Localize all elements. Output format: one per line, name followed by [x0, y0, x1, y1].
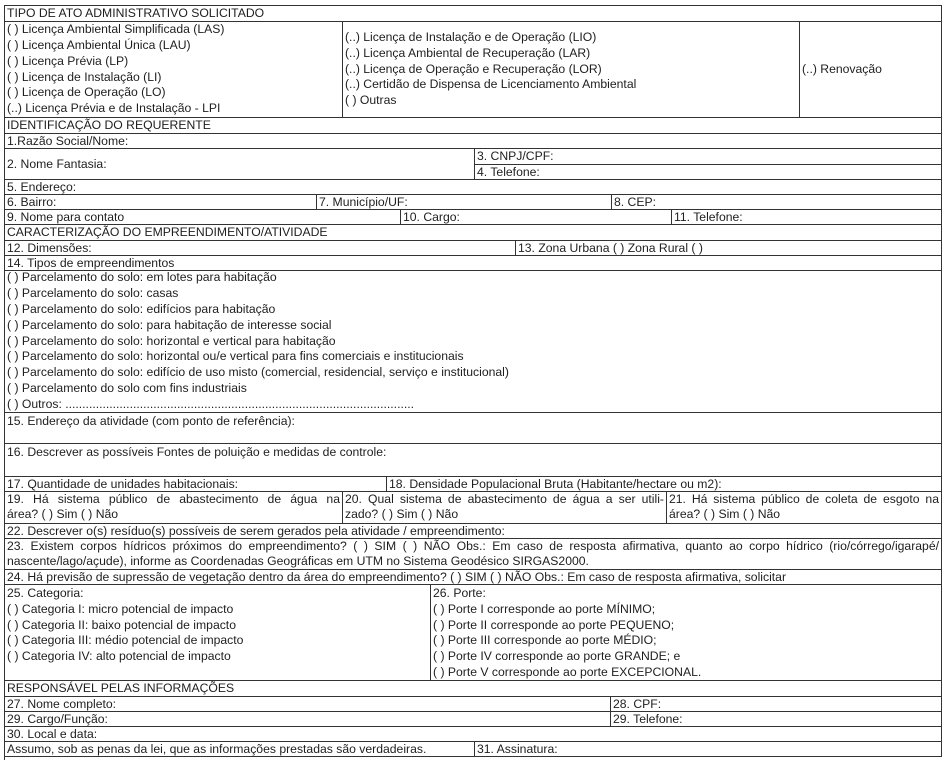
- field-zona[interactable]: 13. Zona Urbana ( ) Zona Rural ( ): [516, 241, 942, 255]
- field-21-line-1: 21. Há sistema público de coleta de esgoto na: [669, 492, 939, 506]
- type-option[interactable]: ( ) Parcelamento do solo: para habitação de interesse social: [7, 317, 332, 332]
- field-nome-completo[interactable]: 27. Nome completo:: [5, 697, 611, 711]
- field-19-line-1: 19. Há sistema público de abastecimento de água na: [7, 492, 340, 506]
- section-title-characterization: CARACTERIZAÇÃO DO EMPREENDIMENTO/ATIVIDADE: [5, 225, 942, 240]
- declaration-text: Assumo, sob as penas da lei, que as informações prestadas são verdadeiras.: [5, 742, 475, 756]
- category-option[interactable]: ( ) Categoria III: médio potencial de impacto: [7, 633, 244, 648]
- field-telefone-requerente[interactable]: 4. Telefone:: [477, 165, 540, 179]
- option-li[interactable]: ( ) Licença de Instalação (LI): [7, 69, 162, 84]
- type-option-outros[interactable]: ( ) Outros: .......................................................................................................: [7, 396, 415, 411]
- type-option[interactable]: ( ) Parcelamento do solo: horizontal e vertical para habitação: [7, 333, 336, 348]
- categoria-label: 25. Categoria:: [7, 586, 84, 600]
- field-nome-contato[interactable]: 9. Nome para contato: [5, 210, 401, 224]
- field-20-line-2: zado? ( ) Sim ( ) Não: [345, 507, 459, 521]
- field-assinatura[interactable]: 31. Assinatura:: [475, 742, 942, 756]
- field-row: [5, 570, 942, 585]
- field-19-line-2: área? ( ) Sim ( ) Não: [7, 507, 119, 521]
- field-23-line-2: nascente/lago/açude), informe as Coordenadas Geográficas em UTM no Sistema Geodésico SIRGAS2000.: [7, 554, 589, 568]
- field-split: [475, 149, 942, 179]
- field-tipos-empreendimentos: 14. Tipos de empreendimentos: [5, 256, 942, 270]
- field-fontes-poluicao[interactable]: 16. Descrever as possíveis Fontes de poluição e medidas de controle:: [5, 444, 942, 476]
- type-option[interactable]: ( ) Parcelamento do solo: em lotes para habitação: [7, 271, 277, 285]
- field-coleta-esgoto[interactable]: [667, 492, 942, 523]
- section-title-requester: IDENTIFICAÇÃO DO REQUERENTE: [5, 118, 942, 133]
- act-type-col-2: [343, 22, 800, 117]
- field-21-line-2: área? ( ) Sim ( ) Não: [669, 507, 781, 521]
- field-bairro[interactable]: 6. Bairro:: [5, 195, 317, 209]
- licensing-form: [4, 5, 942, 760]
- type-option[interactable]: ( ) Parcelamento do solo: casas: [7, 286, 179, 301]
- field-municipio-uf[interactable]: 7. Município/UF:: [317, 195, 612, 209]
- field-row: [5, 727, 942, 742]
- field-row: [5, 539, 942, 570]
- field-row: [5, 195, 942, 210]
- field-row: [5, 492, 942, 524]
- option-lp[interactable]: ( ) Licença Prévia (LP): [7, 53, 129, 68]
- section-title-row: [5, 225, 942, 241]
- field-cargo[interactable]: 10. Cargo:: [401, 210, 672, 224]
- field-row: [5, 444, 942, 477]
- field-endereco-atividade[interactable]: 15. Endereço da atividade (com ponto de referência):: [5, 413, 942, 443]
- option-dispensa[interactable]: (..) Certidão de Dispensa de Licenciamento Ambiental: [345, 77, 637, 92]
- field-cep[interactable]: 8. CEP:: [612, 195, 942, 209]
- porte-option[interactable]: ( ) Porte III corresponde ao porte MÉDIO;: [433, 633, 657, 648]
- field-20-line-1: 20. Qual sistema de abastecimento de água a ser utili-: [345, 492, 664, 506]
- option-las[interactable]: ( ) Licença Ambiental Simplificada (LAS): [7, 22, 225, 37]
- field-corpos-hidricos[interactable]: [5, 539, 942, 569]
- porte-option[interactable]: ( ) Porte IV corresponde ao porte GRANDE; e: [433, 649, 681, 664]
- field-residuos[interactable]: 22. Descrever o(s) resíduo(s) possíveis de serem gerados pela atividade / empreendimento:: [5, 524, 942, 538]
- type-option[interactable]: ( ) Parcelamento do solo: horizontal ou/e vertical para fins comerciais e institucionais: [7, 349, 464, 364]
- porte-option[interactable]: ( ) Porte I corresponde ao porte MÍNIMO;: [433, 601, 656, 616]
- field-row: [5, 241, 942, 256]
- field-telefone-responsavel[interactable]: 29. Telefone:: [611, 712, 942, 726]
- field-local-data[interactable]: 30. Local e data:: [5, 727, 942, 741]
- category-option[interactable]: ( ) Categoria IV: alto potencial de impacto: [7, 649, 231, 664]
- type-option[interactable]: ( ) Parcelamento do solo com fins industriais: [7, 381, 247, 395]
- field-row: [5, 180, 942, 195]
- field-cargo-funcao[interactable]: 29. Cargo/Função:: [5, 712, 611, 726]
- field-unidades-habitacionais[interactable]: 17. Quantidade de unidades habitacionais:: [5, 477, 387, 491]
- option-lo[interactable]: ( ) Licença de Operação (LO): [7, 85, 166, 100]
- field-endereco[interactable]: 5. Endereço:: [5, 180, 942, 194]
- section-title-row: [5, 6, 942, 22]
- field-abastecimento-agua[interactable]: [5, 492, 343, 523]
- field-row: [5, 256, 942, 271]
- field-row: [5, 477, 942, 492]
- act-type-options-row: [5, 22, 942, 118]
- category-option[interactable]: ( ) Categoria I: micro potencial de impacto: [7, 601, 234, 616]
- porte-option[interactable]: ( ) Porte V corresponde ao porte EXCEPCIONAL.: [433, 664, 702, 679]
- field-sistema-abastecimento[interactable]: [343, 492, 667, 523]
- field-row: [5, 742, 942, 757]
- option-lar[interactable]: (..) Licença Ambiental de Recuperação (LAR): [345, 45, 591, 60]
- section-title-act-type: TIPO DE ATO ADMINISTRATIVO SOLICITADO: [5, 6, 942, 21]
- option-lau[interactable]: ( ) Licença Ambiental Única (LAU): [7, 37, 191, 52]
- type-option[interactable]: ( ) Parcelamento do solo: edifícios para habitação: [7, 302, 276, 317]
- category-size-row: [5, 585, 942, 681]
- option-outras[interactable]: ( ) Outras: [345, 93, 397, 108]
- field-23-line-1: 23. Existem corpos hídricos próximos do empreendimento? ( ) SIM ( ) NÃO Obs.: Em caso de resposta afirmativa, quanto ao corpo hídrico (rio/córrego/igarapé/: [7, 539, 939, 553]
- field-dimensoes[interactable]: 12. Dimensões:: [5, 241, 516, 255]
- section-title-row: [5, 118, 942, 134]
- option-lor[interactable]: (..) Licença de Operação e Recuperação (LOR): [345, 61, 602, 76]
- field-categoria: [5, 585, 431, 680]
- field-densidade-populacional[interactable]: 18. Densidade Populacional Bruta (Habitante/hectare ou m2):: [387, 477, 942, 491]
- field-cnpj-cpf[interactable]: 3. CNPJ/CPF:: [475, 149, 941, 165]
- section-title-responsible: RESPONSÁVEL PELAS INFORMAÇÕES: [5, 681, 942, 696]
- porte-label: 26. Porte:: [433, 586, 486, 600]
- field-porte: [431, 585, 942, 680]
- field-supressao-vegetacao[interactable]: 24. Há previsão de supressão de vegetação dentro da área do empreendimento? ( ) SIM ( ) NÃO Obs.: Em caso de resposta afirmativa, solicitar: [5, 570, 942, 584]
- section-title-row: [5, 681, 942, 697]
- field-row: [5, 149, 942, 180]
- field-row: [5, 413, 942, 444]
- field-cpf[interactable]: 28. CPF:: [611, 697, 942, 711]
- field-row: [5, 210, 942, 225]
- act-type-col-1: [5, 22, 343, 117]
- type-option[interactable]: ( ) Parcelamento do solo: edifício de uso misto (comercial, residencial, serviço e institucional): [7, 365, 509, 380]
- option-lpi[interactable]: (..) Licença Prévia e de Instalação - LPI: [7, 101, 221, 116]
- category-option[interactable]: ( ) Categoria II: baixo potencial de impacto: [7, 617, 236, 632]
- field-razao-social[interactable]: 1.Razão Social/Nome:: [5, 134, 942, 148]
- field-nome-fantasia[interactable]: 2. Nome Fantasia:: [5, 149, 475, 179]
- field-row: [5, 712, 942, 727]
- field-telefone-contato[interactable]: 11. Telefone:: [672, 210, 942, 224]
- field-row: [5, 134, 942, 149]
- porte-option[interactable]: ( ) Porte II corresponde ao porte PEQUENO;: [433, 617, 675, 632]
- option-renovacao[interactable]: (..) Renovação: [800, 22, 942, 117]
- option-lio[interactable]: (..) Licença de Instalação e de Operação (LIO): [345, 30, 597, 44]
- field-row: [5, 697, 942, 712]
- types-list: [5, 271, 942, 412]
- types-list-row: [5, 271, 942, 413]
- field-row: [5, 524, 942, 539]
